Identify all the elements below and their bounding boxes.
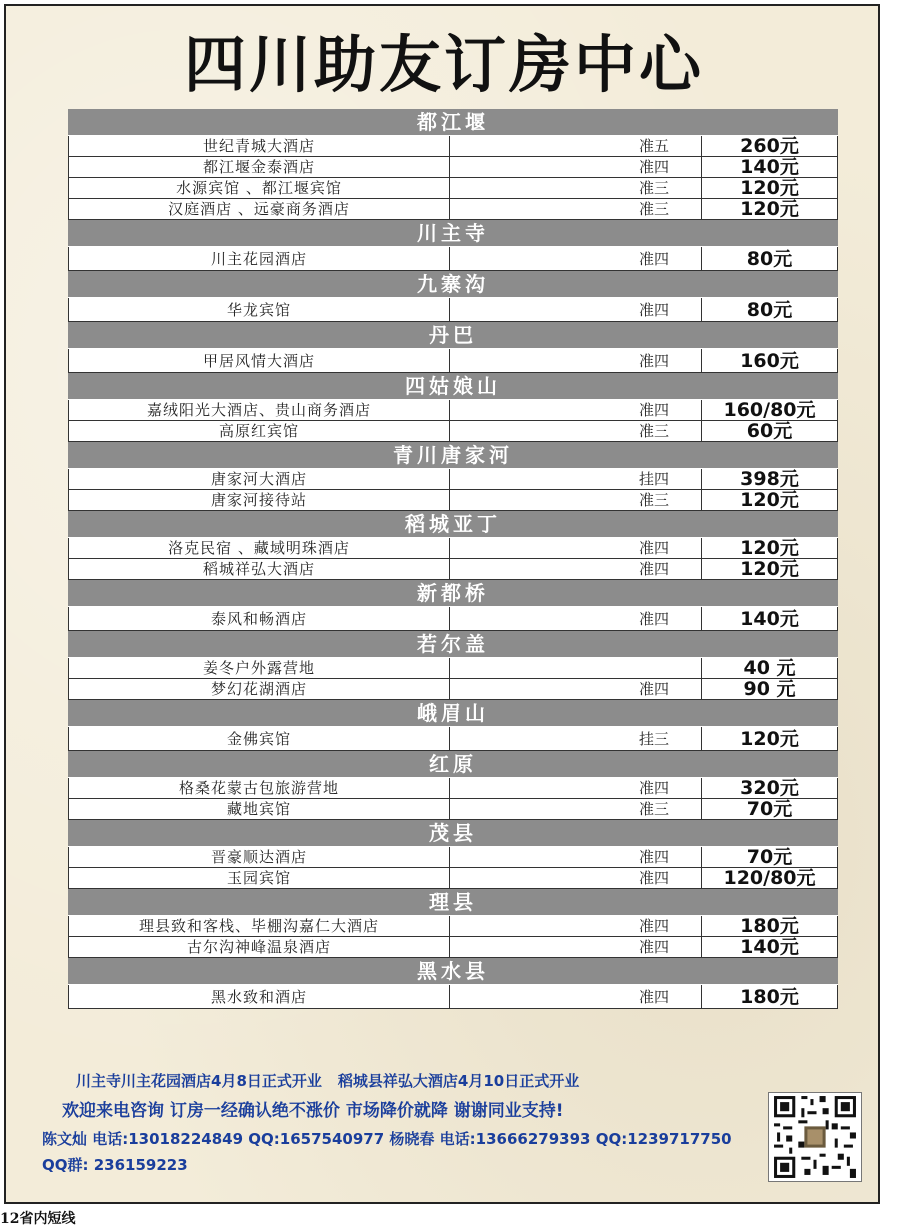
hotel-price: 180元: [702, 916, 838, 936]
hotel-grade: 准四: [450, 937, 702, 957]
hotel-price: 180元: [702, 985, 838, 1008]
hotel-name: 格桑花蒙古包旅游营地: [68, 778, 450, 798]
opening-notice-2: 稻城县祥弘大酒店4月10日正式开业: [337, 1072, 580, 1090]
table-row: [68, 679, 838, 700]
region-header: 川主寺: [68, 220, 838, 247]
qr-code-icon[interactable]: [768, 1092, 862, 1182]
hotel-name: 泰风和畅酒店: [68, 607, 450, 630]
hotel-price: 120元: [702, 490, 838, 510]
contact2-qq: QQ:1239717750: [595, 1130, 732, 1148]
hotel-grade: 准四: [450, 916, 702, 936]
table-row: [68, 937, 838, 958]
hotel-grade: 准四: [450, 868, 702, 888]
region-header: 新都桥: [68, 580, 838, 607]
region-header: 若尔盖: [68, 631, 838, 658]
table-row: [68, 349, 838, 373]
table-row: [68, 199, 838, 220]
hotel-grade: 准五: [450, 136, 702, 156]
hotel-price: 120元: [702, 727, 838, 750]
hotel-price: 80元: [702, 247, 838, 270]
hotel-grade: 准四: [450, 247, 702, 270]
hotel-grade: 准三: [450, 178, 702, 198]
hotel-name: 晋豪顺达酒店: [68, 847, 450, 867]
region-header: 理县: [68, 889, 838, 916]
hotel-price: 140元: [702, 607, 838, 630]
hotel-name: 世纪青城大酒店: [68, 136, 450, 156]
opening-notice-1: 川主寺川主花园酒店4月8日正式开业: [76, 1072, 322, 1090]
table-row: [68, 247, 838, 271]
page-title: 四川助友订房中心: [183, 28, 704, 101]
hotel-name: 稻城祥弘大酒店: [68, 559, 450, 579]
table-row: [68, 985, 838, 1009]
hotel-grade: 准四: [450, 778, 702, 798]
hotel-name: 水源宾馆 、都江堰宾馆: [68, 178, 450, 198]
hotel-price: 140元: [702, 157, 838, 177]
hotel-grade: 准四: [450, 298, 702, 321]
table-row: [68, 658, 838, 679]
table-row: [68, 469, 838, 490]
hotel-grade: [450, 658, 702, 678]
region-header: 都江堰: [68, 109, 838, 136]
hotel-price: 120元: [702, 199, 838, 219]
hotel-price: 70元: [702, 847, 838, 867]
hotel-name: 古尔沟神峰温泉酒店: [68, 937, 450, 957]
hotel-grade: 准四: [450, 538, 702, 558]
region-header: 红原: [68, 751, 838, 778]
table-row: [68, 559, 838, 580]
contact1-phone[interactable]: 电话:13018224849: [92, 1130, 244, 1148]
region-header: 四姑娘山: [68, 373, 838, 400]
poster: [4, 4, 880, 1204]
hotel-price: 120/80元: [702, 868, 838, 888]
slogan: 欢迎来电咨询 订房一经确认绝不涨价 市场降价就降 谢谢同业支持!: [62, 1101, 564, 1121]
hotel-grade: 准四: [450, 847, 702, 867]
table-row: [68, 607, 838, 631]
hotel-name: 理县致和客栈、毕棚沟嘉仁大酒店: [68, 916, 450, 936]
hotel-grade: 准四: [450, 985, 702, 1008]
hotel-price: 260元: [702, 136, 838, 156]
hotel-price: 70元: [702, 799, 838, 819]
hotel-price: 80元: [702, 298, 838, 321]
hotel-price: 120元: [702, 559, 838, 579]
hotel-grade: 挂三: [450, 727, 702, 750]
table-row: [68, 727, 838, 751]
table-row: [68, 778, 838, 799]
region-header: 峨眉山: [68, 700, 838, 727]
table-row: [68, 298, 838, 322]
hotel-price: 160元: [702, 349, 838, 372]
hotel-name: 梦幻花湖酒店: [68, 679, 450, 699]
hotel-name: 汉庭酒店 、远豪商务酒店: [68, 199, 450, 219]
region-header: 黑水县: [68, 958, 838, 985]
hotel-price: 320元: [702, 778, 838, 798]
hotel-grade: 准四: [450, 400, 702, 420]
hotel-price-table: [68, 109, 838, 1009]
hotel-price: 90 元: [702, 679, 838, 699]
hotel-name: 黑水致和酒店: [68, 985, 450, 1008]
hotel-price: 398元: [702, 469, 838, 489]
hotel-price: 120元: [702, 178, 838, 198]
contact1-name: 陈文灿: [42, 1130, 88, 1148]
contact2-name: 杨晓春: [389, 1130, 435, 1148]
hotel-grade: 挂四: [450, 469, 702, 489]
table-row: [68, 799, 838, 820]
contact2-phone[interactable]: 电话:13666279393: [439, 1130, 591, 1148]
hotel-price: 160/80元: [702, 400, 838, 420]
region-header: 稻城亚丁: [68, 511, 838, 538]
hotel-grade: 准三: [450, 421, 702, 441]
hotel-grade: 准三: [450, 199, 702, 219]
hotel-price: 40 元: [702, 658, 838, 678]
table-row: [68, 538, 838, 559]
hotel-name: 姜冬户外露营地: [68, 658, 450, 678]
opening-notice: [76, 1070, 579, 1091]
hotel-name: 洛克民宿 、藏域明珠酒店: [68, 538, 450, 558]
table-row: [68, 157, 838, 178]
table-row: [68, 400, 838, 421]
hotel-name: 唐家河接待站: [68, 490, 450, 510]
region-header: 丹巴: [68, 322, 838, 349]
table-row: [68, 178, 838, 199]
table-row: [68, 916, 838, 937]
hotel-grade: 准三: [450, 799, 702, 819]
region-header: 青川唐家河: [68, 442, 838, 469]
hotel-grade: 准三: [450, 490, 702, 510]
hotel-name: 玉园宾馆: [68, 868, 450, 888]
hotel-price: 120元: [702, 538, 838, 558]
hotel-grade: 准四: [450, 157, 702, 177]
hotel-grade: 准四: [450, 607, 702, 630]
hotel-name: 甲居风情大酒店: [68, 349, 450, 372]
hotel-name: 高原红宾馆: [68, 421, 450, 441]
hotel-name: 都江堰金泰酒店: [68, 157, 450, 177]
hotel-price: 140元: [702, 937, 838, 957]
contact1-qq: QQ:1657540977: [248, 1130, 385, 1148]
hotel-grade: 准四: [450, 679, 702, 699]
table-row: [68, 136, 838, 157]
hotel-name: 嘉绒阳光大酒店、贵山商务酒店: [68, 400, 450, 420]
contacts: [42, 1128, 732, 1149]
hotel-name: 华龙宾馆: [68, 298, 450, 321]
table-row: [68, 490, 838, 511]
table-row: [68, 847, 838, 868]
table-row: [68, 421, 838, 442]
hotel-name: 藏地宾馆: [68, 799, 450, 819]
hotel-price: 60元: [702, 421, 838, 441]
hotel-name: 唐家河大酒店: [68, 469, 450, 489]
hotel-name: 川主花园酒店: [68, 247, 450, 270]
caption: 12省内短线: [0, 1211, 76, 1227]
hotel-grade: 准四: [450, 349, 702, 372]
region-header: 茂县: [68, 820, 838, 847]
table-row: [68, 868, 838, 889]
region-header: 九寨沟: [68, 271, 838, 298]
qq-group: QQ群: 236159223: [42, 1156, 188, 1174]
hotel-name: 金佛宾馆: [68, 727, 450, 750]
hotel-grade: 准四: [450, 559, 702, 579]
